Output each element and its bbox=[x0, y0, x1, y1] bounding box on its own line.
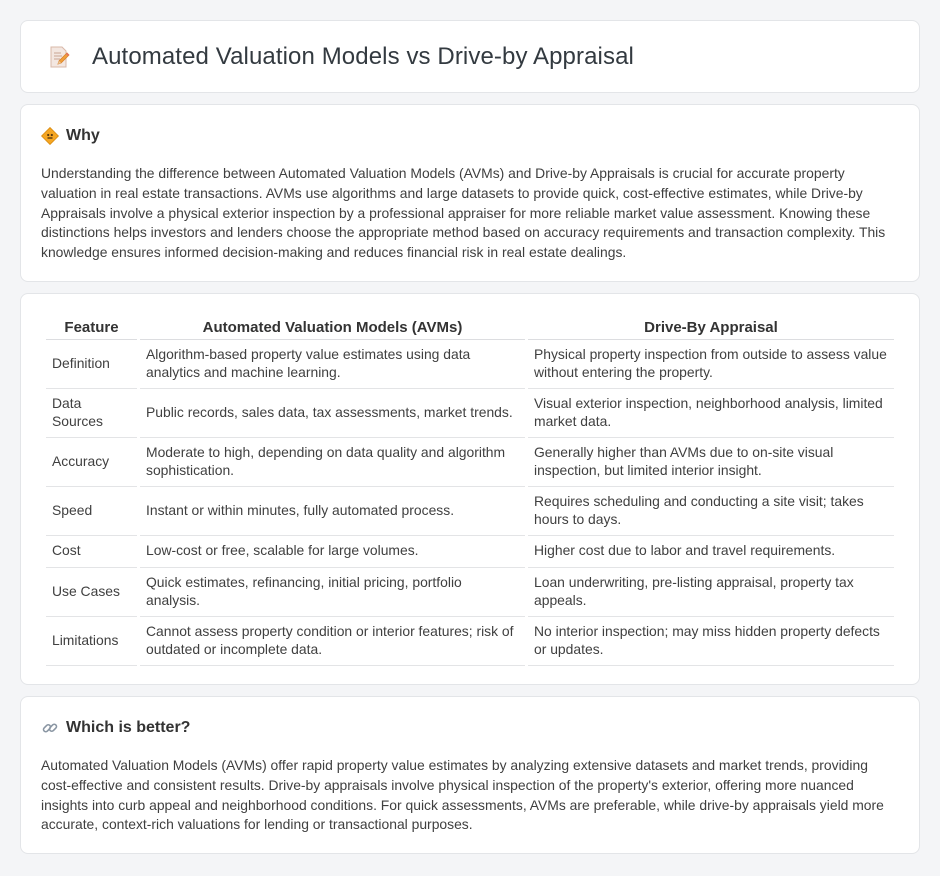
driveby-cell: Requires scheduling and conducting a site visit; takes hours to days. bbox=[528, 487, 894, 536]
why-section bbox=[20, 104, 920, 282]
header-driveby: Drive-By Appraisal bbox=[528, 313, 894, 340]
avm-cell: Moderate to high, depending on data quality and algorithm sophistication. bbox=[140, 438, 525, 487]
table-row bbox=[46, 438, 894, 487]
title-card bbox=[20, 20, 920, 93]
why-heading-row bbox=[41, 127, 899, 145]
better-heading: Which is better? bbox=[66, 719, 191, 736]
why-text: Understanding the difference between Automated Valuation Models (AVMs) and Drive-by Appraisals is crucial for accurate property valuation in real estate transactions. AVMs use algorithms and large datasets to provide quick, cost-effective estimates, while Drive-by Appraisals involve a physical exterior inspection by a professional appraiser for more reliable market value assessment. Knowing these distinctions helps investors and lenders choose the appropriate method based on accuracy requirements and transaction complexity. This knowledge ensures informed decision-making and reduces financial risk in real estate dealings. bbox=[41, 165, 886, 261]
table-row bbox=[46, 568, 894, 617]
feature-cell: Accuracy bbox=[46, 438, 137, 487]
better-text: Automated Valuation Models (AVMs) offer rapid property value estimates by analyzing extensive datasets and market trends, providing cost-effective and consistent results. Drive-by appraisals involve physical inspection of the property's exterior, offering more nuanced insights into curb appeal and neighborhood conditions. For quick assessments, AVMs are preferable, while drive-by appraisals yield more accurate, context-rich valuations for lending or transactional purposes. bbox=[41, 757, 884, 833]
comparison-table-card bbox=[20, 293, 920, 685]
document-pencil-icon bbox=[47, 45, 71, 69]
which-better-section bbox=[20, 696, 920, 854]
feature-cell: Speed bbox=[46, 487, 137, 536]
table-row bbox=[46, 389, 894, 438]
header-feature: Feature bbox=[46, 313, 137, 340]
feature-cell: Data Sources bbox=[46, 389, 137, 438]
avm-cell: Instant or within minutes, fully automated process. bbox=[140, 487, 525, 536]
table-row bbox=[46, 340, 894, 389]
diamond-sign-icon bbox=[41, 127, 59, 145]
table-row bbox=[46, 617, 894, 666]
feature-cell: Limitations bbox=[46, 617, 137, 666]
avm-cell: Quick estimates, refinancing, initial pricing, portfolio analysis. bbox=[140, 568, 525, 617]
better-heading-row bbox=[41, 719, 899, 737]
driveby-cell: Higher cost due to labor and travel requirements. bbox=[528, 536, 894, 568]
avm-cell: Algorithm-based property value estimates using data analytics and machine learning. bbox=[140, 340, 525, 389]
driveby-cell: Generally higher than AVMs due to on-site visual inspection, but limited interior insight. bbox=[528, 438, 894, 487]
avm-cell: Cannot assess property condition or interior features; risk of outdated or incomplete data. bbox=[140, 617, 525, 666]
driveby-cell: Visual exterior inspection, neighborhood analysis, limited market data. bbox=[528, 389, 894, 438]
driveby-cell: Loan underwriting, pre-listing appraisal, property tax appeals. bbox=[528, 568, 894, 617]
page-title: Automated Valuation Models vs Drive-by Appraisal bbox=[92, 42, 634, 70]
table-header-row bbox=[46, 313, 894, 340]
table-row bbox=[46, 487, 894, 536]
header-avm: Automated Valuation Models (AVMs) bbox=[140, 313, 525, 340]
table-row bbox=[46, 536, 894, 568]
link-icon bbox=[41, 719, 59, 737]
feature-cell: Definition bbox=[46, 340, 137, 389]
why-heading: Why bbox=[66, 127, 100, 144]
comparison-table bbox=[43, 313, 897, 666]
avm-cell: Public records, sales data, tax assessments, market trends. bbox=[140, 389, 525, 438]
avm-cell: Low-cost or free, scalable for large volumes. bbox=[140, 536, 525, 568]
driveby-cell: No interior inspection; may miss hidden property defects or updates. bbox=[528, 617, 894, 666]
feature-cell: Use Cases bbox=[46, 568, 137, 617]
feature-cell: Cost bbox=[46, 536, 137, 568]
driveby-cell: Physical property inspection from outside to assess value without entering the property. bbox=[528, 340, 894, 389]
